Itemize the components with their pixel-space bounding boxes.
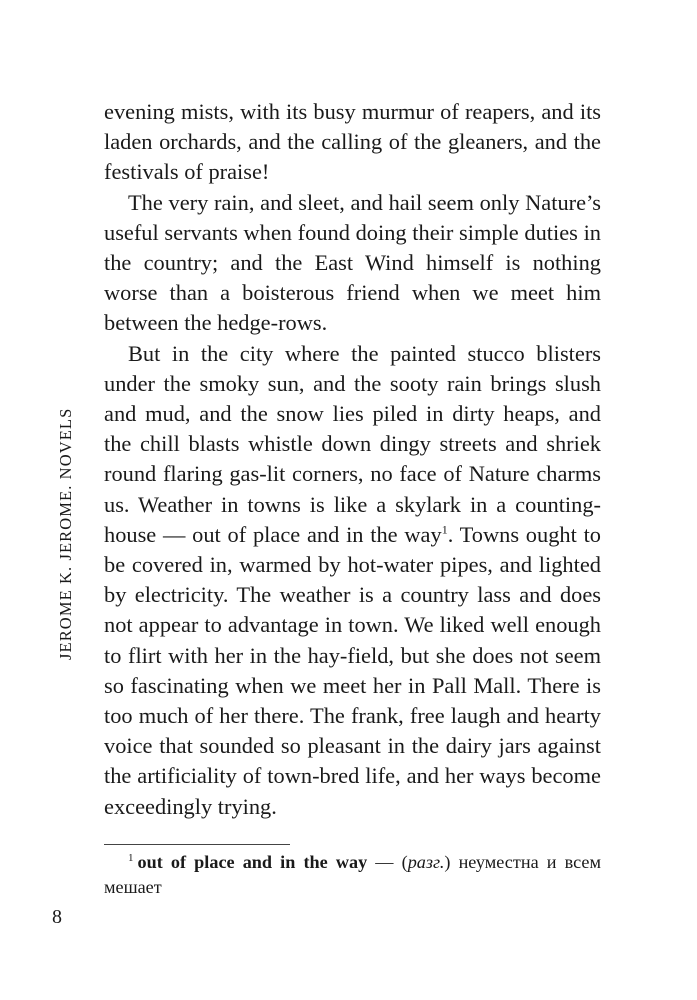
paragraph-2: The very rain, and sleet, and hail seem only Nature’s useful servants when found doing their simple duties in the country; and the East Wind himself is nothing worse than a boisterous friend when we meet him between the hedge-rows. <box>104 189 601 336</box>
footnote-usage-label: разг. <box>407 852 445 872</box>
paragraph-3-part-a: But in the city where the painted stucco blisters under the smoky sun, and the sooty rain brings slush and mud, and the snow lies piled in dirty heaps, and the chill blasts whistle down dingy streets and shriek round flaring gas-lit corners, no face of Nature charms us. Weather in towns is like a skylark in a counting-house — out of place and in the way <box>104 340 601 547</box>
footnote-reference[interactable]: 1 <box>441 522 448 537</box>
footnote-term: out of place and in the way <box>137 852 368 872</box>
footnote-close-paren: ) <box>444 852 451 872</box>
footnote-mark: 1 <box>128 851 134 864</box>
body-text <box>104 97 601 822</box>
footnote-text <box>104 850 601 900</box>
footnote-translation: неуместна и всем мешает <box>104 852 601 897</box>
footnote-dash: — ( <box>367 852 408 872</box>
paragraph-3 <box>104 339 601 822</box>
paragraph-1: evening mists, with its busy murmur of reapers, and its laden orchards, and the calling of the gleaners, and the festivals of praise! <box>104 99 601 185</box>
running-head: JEROME K. JEROME. NOVELS <box>56 407 75 660</box>
page-number: 8 <box>52 906 62 928</box>
footnote-divider <box>104 844 290 845</box>
footnote <box>104 850 601 900</box>
paragraph-3-part-b: . Towns ought to be covered in, warmed by hot-water pipes, and lighted by electricity. The weather is a country lass and does not appear to advantage in town. We liked well enough to flirt with her in the hay-field, but she does not seem so fascinating when we meet her in Pall Mall. There is too much of her there. The frank, free laugh and hearty voice that sounded so pleasant in the dairy jars against the artificiality of town-bred life, and her ways become exceedingly trying. <box>104 521 601 819</box>
